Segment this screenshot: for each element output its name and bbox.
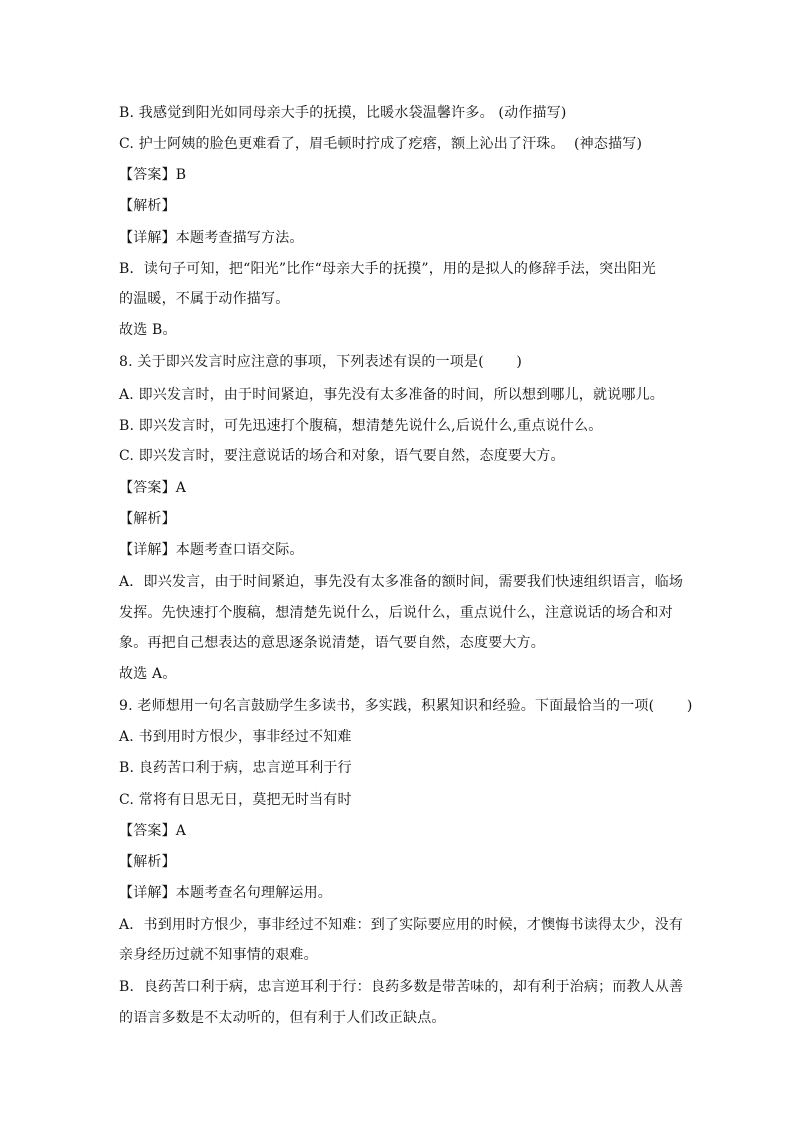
analysis-label: 【解析】: [119, 511, 176, 527]
option-a: A. 书到用时方恨少，事非经过不知难: [119, 729, 352, 745]
text-line: 故选 B。: [119, 322, 177, 338]
question-9: 9. 老师想用一句名言鼓励学生多读书，多实践，积累知识和经验。下面最恰当的一项( ): [119, 698, 693, 714]
text-line: B．良药苦口利于病，忠言逆耳利于行：良药多数是带苦味的，却有利于治病；而教人从善: [119, 979, 684, 995]
text-line: 亲身经历过就不知事情的艰难。: [119, 947, 318, 963]
text-line: 的温暖，不属于动作描写。: [119, 291, 290, 307]
text-line: 【详解】本题考查名句理解运用。: [119, 885, 332, 901]
option-b: B. 良药苦口利于病，忠言逆耳利于行: [119, 760, 352, 776]
option-b: B. 即兴发言时，可先迅速打个腹稿，想清楚先说什么,后说什么,重点说什么。: [119, 418, 603, 434]
option-c: C. 即兴发言时，要注意说话的场合和对象，语气要自然，态度要大方。: [119, 448, 565, 464]
answer-label: 【答案】A: [119, 480, 187, 496]
text-line: 故选 A。: [119, 666, 177, 682]
text-line: B．读句子可知，把“阳光”比作“母亲大手的抚摸”，用的是拟人的修辞手法，突出阳光: [119, 261, 656, 277]
text-line: 象。再把自己想表达的意思逐条说清楚，语气要自然，态度要大方。: [119, 635, 545, 651]
analysis-label: 【解析】: [119, 854, 176, 870]
text-line: 【答案】B: [119, 167, 187, 183]
text-line: C. 护士阿姨的脸色更难看了，眉毛顿时拧成了疙瘩，额上沁出了汗珠。 (神态描写): [119, 136, 643, 152]
option-a: A. 即兴发言时，由于时间紧迫，事先没有太多准备的时间，所以想到哪儿，就说哪儿。: [119, 387, 665, 403]
text-line: A．即兴发言，由于时间紧迫，事先没有太多准备的额时间，需要我们快速组织语言，临场: [119, 574, 684, 590]
text-line: 【详解】本题考查口语交际。: [119, 542, 304, 558]
text-line: 【详解】本题考查描写方法。: [119, 230, 304, 246]
text-line: 发挥。先快速打个腹稿，想清楚先说什么，后说什么，重点说什么，注意说话的场合和对: [119, 605, 673, 621]
text-line: 的语言多数是不太动听的，但有利于人们改正缺点。: [119, 1010, 446, 1026]
option-c: C. 常将有日思无日，莫把无时当有时: [119, 792, 352, 808]
answer-label: 【答案】A: [119, 823, 187, 839]
text-line: 【解析】: [119, 198, 176, 214]
text-line: A．书到用时方恨少，事非经过不知难：到了实际要应用的时候，才懊悔书读得太少，没有: [119, 917, 684, 933]
question-8: 8. 关于即兴发言时应注意的事项，下列表述有误的一项是( ): [119, 354, 523, 370]
text-line: B. 我感觉到阳光如同母亲大手的抚摸，比暖水袋温馨许多。 (动作描写): [119, 105, 567, 121]
